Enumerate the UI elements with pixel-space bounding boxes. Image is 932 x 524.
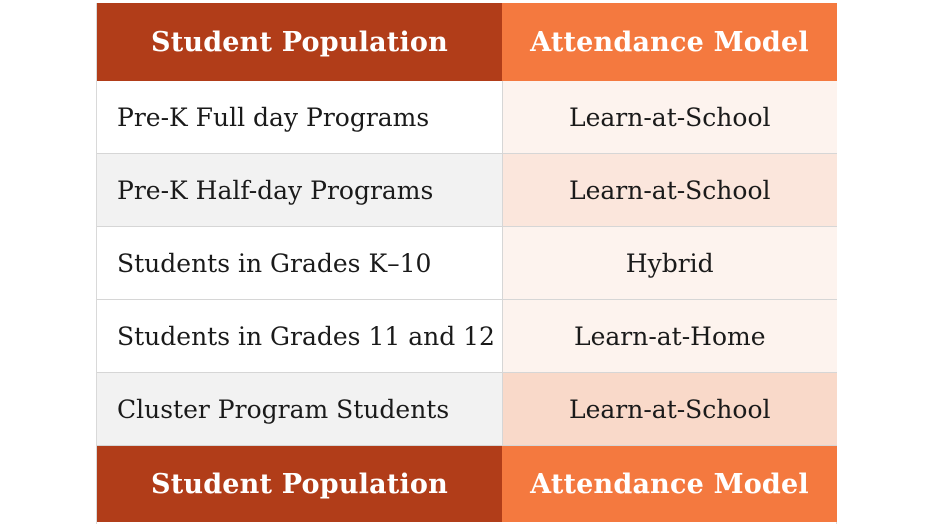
population-cell: Students in Grades K–10 xyxy=(97,227,502,300)
attendance-table-container xyxy=(96,3,837,524)
table-row xyxy=(97,373,837,446)
table-row xyxy=(97,300,837,373)
population-cell: Pre-K Full day Programs xyxy=(97,81,502,154)
header-student-population: Student Population xyxy=(97,3,502,81)
attendance-model-cell: Learn-at-Home xyxy=(502,300,837,373)
footer-attendance-model: Attendance Model xyxy=(502,446,837,523)
table-row xyxy=(97,81,837,154)
population-cell: Cluster Program Students xyxy=(97,373,502,446)
population-cell: Students in Grades 11 and 12 xyxy=(97,300,502,373)
population-cell: Pre-K Half-day Programs xyxy=(97,154,502,227)
header-attendance-model: Attendance Model xyxy=(502,3,837,81)
attendance-model-cell: Learn-at-School xyxy=(502,81,837,154)
table-header-row xyxy=(97,3,837,81)
table-row xyxy=(97,227,837,300)
attendance-model-cell: Learn-at-School xyxy=(502,154,837,227)
footer-student-population: Student Population xyxy=(97,446,502,523)
attendance-model-cell: Learn-at-School xyxy=(502,373,837,446)
attendance-table xyxy=(97,3,837,522)
attendance-model-cell: Hybrid xyxy=(502,227,837,300)
table-footer-row xyxy=(97,446,837,523)
table-row xyxy=(97,154,837,227)
